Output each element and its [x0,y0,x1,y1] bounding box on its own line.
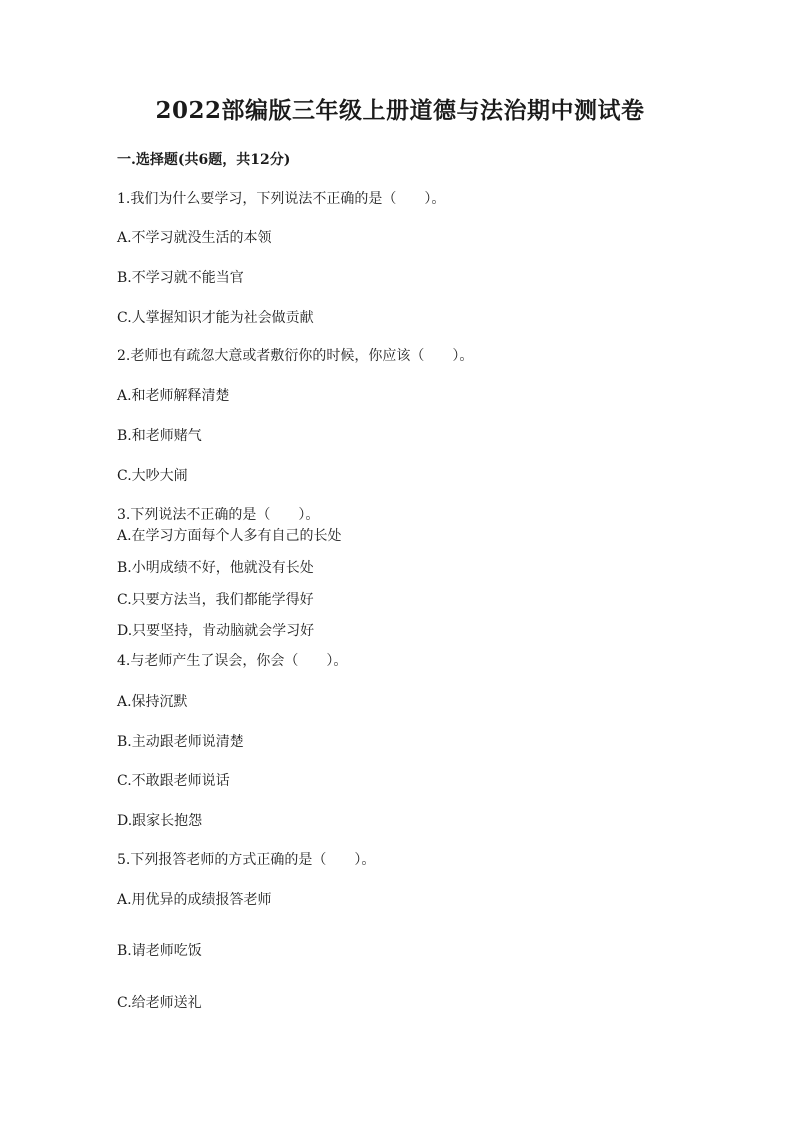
question-3-option-c: C.只要方法当，我们都能学得好 [117,592,314,608]
question-2-option-c: C.大吵大闹 [117,468,188,484]
question-5-stem: 5.下列报答老师的方式正确的是（ ）。 [117,852,376,868]
question-2-stem: 2.老师也有疏忽大意或者敷衍你的时候，你应该（ ）。 [117,348,474,364]
question-3-option-b: B.小明成绩不好，他就没有长处 [117,560,314,576]
question-4-stem: 4.与老师产生了误会，你会（ ）。 [117,653,348,669]
question-1-stem: 1.我们为什么要学习，下列说法不正确的是（ ）。 [117,191,446,207]
question-5-option-c: C.给老师送礼 [117,995,202,1011]
question-4-option-c: C.不敢跟老师说话 [117,773,230,789]
section-heading: 一.选择题(共6题，共12分) [117,152,291,168]
question-5-option-b: B.请老师吃饭 [117,943,202,959]
question-4-option-a: A.保持沉默 [117,694,188,710]
question-3-option-d: D.只要坚持，肯动脑就会学习好 [117,623,315,639]
question-1-option-a: A.不学习就没生活的本领 [117,230,272,246]
question-3-stem: 3.下列说法不正确的是（ ）。 [117,507,320,523]
question-2-option-b: B.和老师赌气 [117,428,202,444]
question-4-option-b: B.主动跟老师说清楚 [117,734,244,750]
question-2-option-a: A.和老师解释清楚 [117,388,230,404]
page-title: 2022部编版三年级上册道德与法治期中测试卷 [155,97,645,124]
question-1-option-b: B.不学习就不能当官 [117,270,244,286]
question-3-option-a: A.在学习方面每个人多有自己的长处 [117,528,342,544]
question-4-option-d: D.跟家长抱怨 [117,813,203,829]
question-5-option-a: A.用优异的成绩报答老师 [117,892,272,908]
question-1-option-c: C.人掌握知识才能为社会做贡献 [117,310,314,326]
